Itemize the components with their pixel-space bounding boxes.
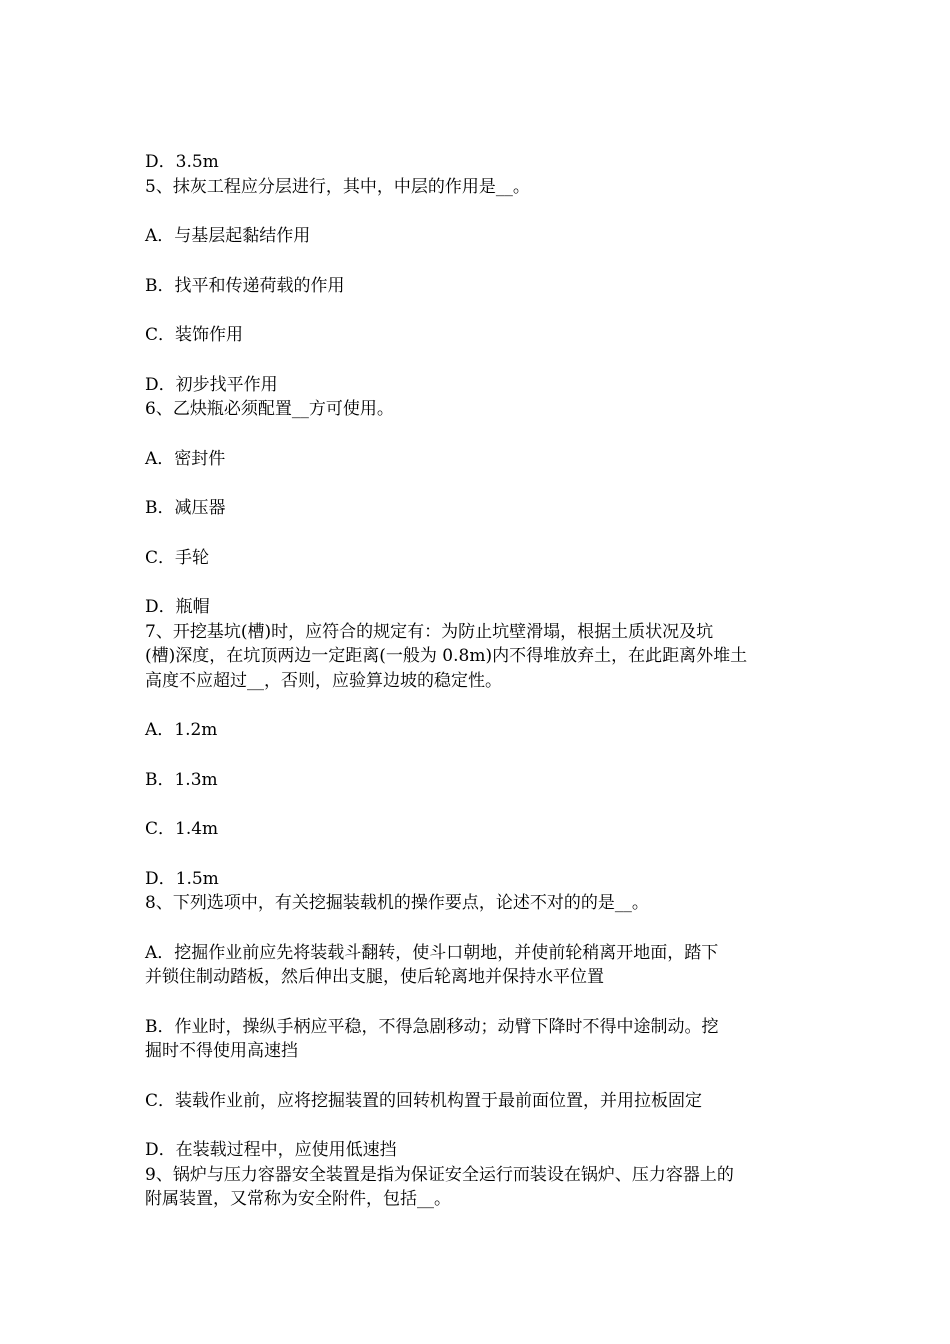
document-page <box>145 150 810 1212</box>
q7-stem-line2: (槽)深度，在坑顶两边一定距离(一般为 0.8m)内不得堆放弃土，在此距离外堆土 <box>145 646 748 666</box>
q6-option-a: A．密封件 <box>145 448 226 469</box>
q7-option-b: B．1.3m <box>145 769 218 790</box>
q7-option-a: A．1.2m <box>145 720 218 740</box>
q6-stem: 6、乙炔瓶必须配置__方可使用。 <box>145 399 394 419</box>
q8-option-b-line1: B．作业时，操纵手柄应平稳，不得急剧移动；动臂下降时不得中途制动。挖 <box>145 1016 719 1037</box>
q4-option-d: D．3.5m <box>145 152 219 172</box>
q8-stem: 8、下列选项中，有关挖掘装载机的操作要点，论述不对的的是__。 <box>145 893 649 913</box>
q8-option-c: C．装载作业前，应将挖掘装置的回转机构置于最前面位置，并用拉板固定 <box>145 1090 703 1111</box>
q6-option-d: D．瓶帽 <box>145 597 210 617</box>
q5-option-d: D．初步找平作用 <box>145 374 278 395</box>
q7-stem-line1: 7、开挖基坑(槽)时，应符合的规定有：为防止坑壁滑塌，根据土质状况及坑 <box>145 621 714 642</box>
q6-option-b: B．减压器 <box>145 498 226 518</box>
q8-option-b-line2: 掘时不得使用高速挡 <box>145 1041 298 1061</box>
q6-option-c: C．手轮 <box>145 547 210 568</box>
q7-stem-line3: 高度不应超过__，否则，应验算边坡的稳定性。 <box>145 670 502 691</box>
q7-option-d: D．1.5m <box>145 868 219 889</box>
q9-stem-line1: 9、锅炉与压力容器安全装置是指为保证安全运行而装设在锅炉、压力容器上的 <box>145 1164 734 1185</box>
q8-option-a-line1: A．挖掘作业前应先将装载斗翻转，使斗口朝地，并使前轮稍离开地面，踏下 <box>145 942 719 963</box>
q5-option-b: B．找平和传递荷载的作用 <box>145 275 345 296</box>
q5-option-c: C．装饰作用 <box>145 325 244 345</box>
q9-stem-line2: 附属装置，又常称为安全附件，包括__。 <box>145 1189 451 1209</box>
q5-option-a: A．与基层起黏结作用 <box>145 226 311 246</box>
q8-option-a-line2: 并锁住制动踏板，然后伸出支腿，使后轮离地并保持水平位置 <box>145 967 604 987</box>
q5-stem: 5、抹灰工程应分层进行，其中，中层的作用是__。 <box>145 176 530 197</box>
q8-option-d: D．在装载过程中，应使用低速挡 <box>145 1140 397 1160</box>
q7-option-c: C．1.4m <box>145 819 219 839</box>
